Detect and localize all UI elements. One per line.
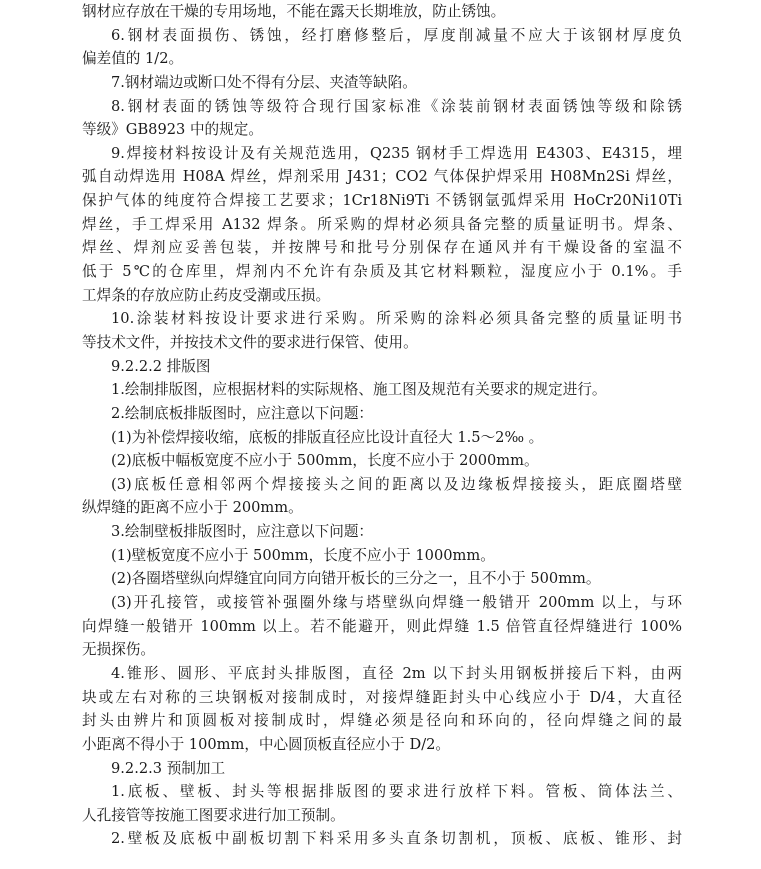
text-line: 无损探伤。 — [82, 641, 155, 659]
text-line: 2.绘制底板排版图时，应注意以下问题： — [111, 404, 374, 422]
text-line: 保护气体的纯度符合焊接工艺要求；1Cr18Ni9Ti 不锈钢氩弧焊采用 HoCr20Ni10Ti — [82, 192, 682, 210]
text-line: 7.钢材端边或断口处不得有分层、夹渣等缺陷。 — [111, 73, 417, 91]
text-line: 工焊条的存放应防止药皮受潮或压损。 — [82, 286, 331, 304]
text-line: 6.钢材表面损伤、锈蚀，经打磨修整后，厚度削减量不应大于该钢材厚度负 — [111, 26, 682, 44]
text-line: 3.绘制壁板排版图时，应注意以下问题： — [111, 523, 374, 541]
text-line: (3)开孔接管，或接管补强圈外缘与塔壁纵向焊缝一般错开 200mm 以上，与环 — [111, 594, 682, 612]
text-line: 1.绘制排版图，应根据材料的实际规格、施工图及规范有关要求的规定进行。 — [111, 381, 607, 399]
text-line: 9.2.2.3 预制加工 — [111, 759, 226, 777]
text-line: 等级》GB8923 中的规定。 — [82, 121, 263, 139]
text-line: 人孔接管等按施工图要求进行加工预制。 — [82, 806, 345, 824]
text-line: 小距离不得小于 100mm，中心圆顶板直径应小于 D/2。 — [82, 735, 450, 753]
document-body — [82, 0, 682, 851]
text-line: (3)底板任意相邻两个焊接接头之间的距离以及边缘板焊接接头，距底圈塔壁 — [111, 475, 682, 493]
text-line: 10.涂装材料按设计要求进行采购。所采购的涂料必须具备完整的质量证明书 — [111, 310, 682, 328]
text-line: 9.焊接材料按设计及有关规范选用，Q235 钢材手工焊选用 E4303、E4315，埋 — [111, 144, 682, 162]
text-line: (1)壁板宽度不应小于 500mm，长度不应小于 1000mm。 — [111, 546, 495, 564]
text-line: 封头由辨片和顶圆板对接制成时，焊缝必须是径向和环向的，径向焊缝之间的最 — [82, 712, 682, 730]
text-line: 块或左右对称的三块钢板对接制成时，对接焊缝距封头中心线应小于 D/4，大直径 — [82, 688, 682, 706]
text-line: 1.底板、壁板、封头等根据排版图的要求进行放样下料。管板、筒体法兰、 — [111, 783, 682, 801]
text-line: (1)为补偿焊接收缩，底板的排版直径应比设计直径大 1.5～2‰ 。 — [111, 428, 544, 446]
text-line: 等技术文件，并按技术文件的要求进行保管、使用。 — [82, 333, 418, 351]
text-line: 焊丝、焊剂应妥善包装，并按牌号和批号分别保存在通风并有干燥设备的室温不 — [82, 239, 682, 257]
text-line: 向焊缝一般错开 100mm 以上。若不能避开，则此焊缝 1.5 倍管直径焊缝进行 100% — [82, 617, 682, 635]
text-line: 2.壁板及底板中副板切割下料采用多头直条切割机，顶板、底板、锥形、封 — [111, 830, 682, 848]
text-line: (2)底板中幅板宽度不应小于 500mm，长度不应小于 2000mm。 — [111, 452, 539, 470]
text-line: 纵焊缝的距离不应小于 200mm。 — [82, 499, 303, 517]
text-line: 偏差值的 1/2。 — [82, 50, 184, 68]
text-line: 钢材应存放在干燥的专用场地，不能在露天长期堆放，防止锈蚀。 — [82, 3, 506, 20]
text-line: 9.2.2.2 排版图 — [111, 357, 211, 375]
text-line: 4.锥形、圆形、平底封头排版图，直径 2m 以下封头用钢板拼接后下料，由两 — [111, 664, 682, 682]
text-line: 焊丝，手工焊采用 A132 焊条。所采购的焊材必须具备完整的质量证明书。焊条、 — [82, 215, 682, 233]
text-line: 8.钢材表面的锈蚀等级符合现行国家标准《涂装前钢材表面锈蚀等级和除锈 — [111, 97, 682, 115]
text-line: 低于 5℃的仓库里，焊剂内不允许有杂质及其它材料颗粒，湿度应小于 0.1%。手 — [82, 263, 682, 281]
text-line: 弧自动焊选用 H08A 焊丝，焊剂采用 J431；CO2 气体保护焊采用 H08Mn2Si 焊丝， — [82, 168, 682, 186]
text-line: (2)各圈塔壁纵向焊缝宜向同方向错开板长的三分之一，且不小于 500mm。 — [111, 570, 601, 588]
